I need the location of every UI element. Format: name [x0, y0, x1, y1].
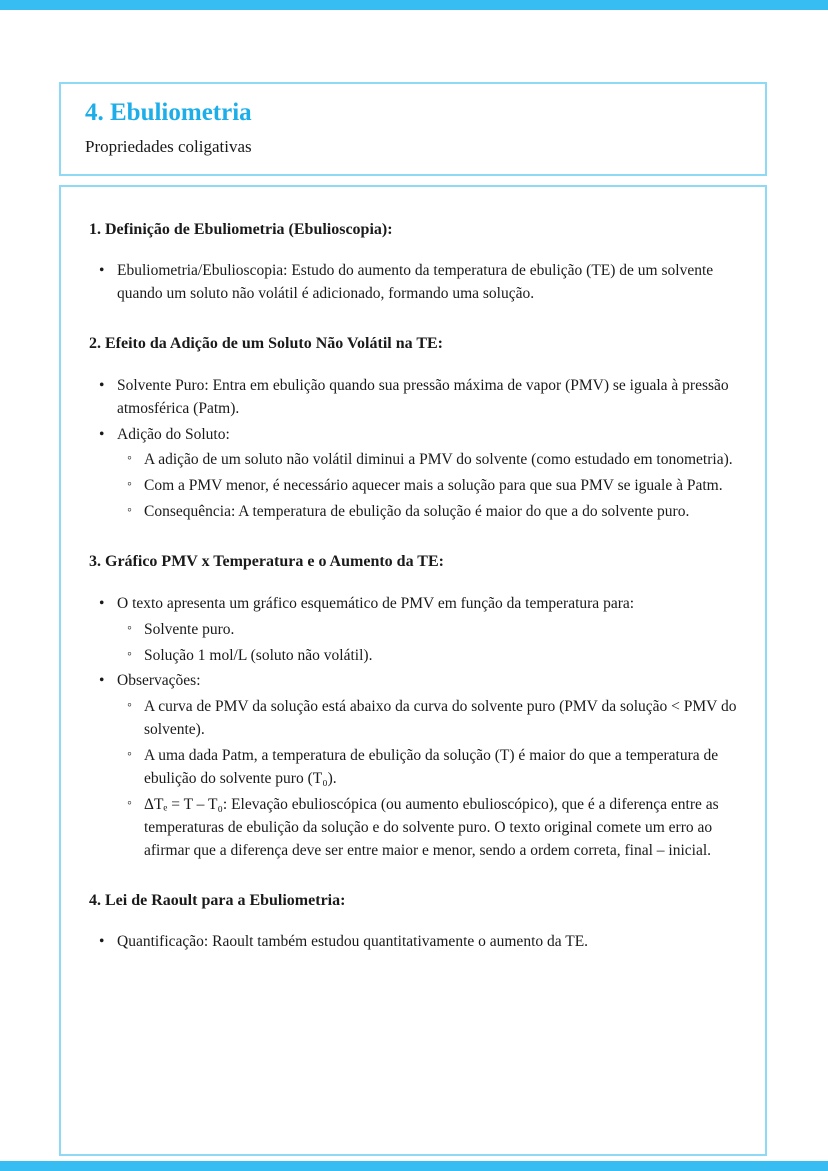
sub-list-item [89, 501, 737, 524]
list-item [89, 931, 737, 954]
section-items [89, 375, 737, 525]
bullet-icon: • [99, 672, 105, 690]
section-items [89, 931, 737, 954]
list-item-text: Com a PMV menor, é necessário aquecer mais a solução para que sua PMV se iguale à Patm. [144, 477, 723, 495]
bullet-icon: ◦ [127, 503, 132, 519]
sub-list-item [89, 475, 737, 498]
bottom-accent-bar [0, 1161, 828, 1171]
bullet-icon: • [99, 262, 105, 280]
list-item-text: A curva de PMV da solução está abaixo da curva do solvente puro (PMV da solução < PMV do solvente). [144, 698, 737, 739]
bullet-icon: • [99, 594, 105, 612]
list-item-text: Adição do Soluto: [117, 425, 230, 443]
list-item [89, 424, 737, 447]
section-items [89, 593, 737, 863]
sub-list-item [89, 745, 737, 791]
list-item [89, 670, 737, 693]
section-heading: 3. Gráfico PMV x Temperatura e o Aumento da TE: [89, 553, 444, 571]
list-item-text: Ebuliometria/Ebulioscopia: Estudo do aumento da temperatura de ebulição (TE) de um solvente quando um soluto não volátil é adicionado, formando uma solução. [117, 262, 714, 303]
bullet-icon: ◦ [127, 451, 132, 467]
sub-list-item [89, 696, 737, 742]
list-item-text: A adição de um soluto não volátil diminui a PMV do solvente (como estudado em tonometria). [144, 451, 733, 469]
section-heading: 2. Efeito da Adição de um Soluto Não Volátil na TE: [89, 335, 443, 353]
list-item-text: Consequência: A temperatura de ebulição da solução é maior do que a do solvente puro. [144, 503, 690, 521]
list-item [89, 260, 737, 306]
bullet-icon: ◦ [127, 698, 132, 714]
list-item-text: O texto apresenta um gráfico esquemático de PMV em função da temperatura para: [117, 594, 635, 612]
list-item-text: ΔTₑ = T – T₀: Elevação ebulioscópica (ou aumento ebulioscópico), que é a diferença entre as temperaturas de ebulição da solução e do solvente puro. O texto original comete um erro ao afirmar que a diferença deve ser entre maior e menor, sendo a ordem correta, final – inicial. [144, 796, 719, 860]
sub-list-item [89, 645, 737, 668]
list-item [89, 375, 737, 421]
section [89, 333, 737, 524]
section-heading: 4. Lei de Raoult para a Ebuliometria: [89, 891, 346, 909]
bullet-icon: ◦ [127, 620, 132, 636]
sub-list-item [89, 619, 737, 642]
list-item-text: Solvente Puro: Entra em ebulição quando sua pressão máxima de vapor (PMV) se iguala à pressão atmosférica (Patm). [117, 376, 729, 417]
bullet-icon: • [99, 376, 105, 394]
bullet-icon: ◦ [127, 646, 132, 662]
content-box [59, 185, 767, 1156]
list-item-text: A uma dada Patm, a temperatura de ebulição da solução (T) é maior do que a temperatura de ebulição do solvente puro (T₀). [144, 747, 719, 788]
bullet-icon: ◦ [127, 477, 132, 493]
bullet-icon: ◦ [127, 747, 132, 763]
bullet-icon: ◦ [127, 796, 132, 812]
list-item-text: Solvente puro. [144, 620, 235, 638]
bullet-icon: • [99, 933, 105, 951]
section-heading: 1. Definição de Ebuliometria (Ebulioscopia): [89, 221, 393, 238]
top-accent-bar [0, 0, 828, 10]
list-item-text: Solução 1 mol/L (soluto não volátil). [144, 646, 373, 664]
bullet-icon: • [99, 425, 105, 443]
header-box [59, 82, 767, 176]
page-subtitle: Propriedades coligativas [85, 137, 252, 156]
section [89, 219, 737, 306]
section [89, 551, 737, 863]
list-item-text: Quantificação: Raoult também estudou quantitativamente o aumento da TE. [117, 933, 589, 951]
section [89, 890, 737, 954]
section-items [89, 260, 737, 306]
list-item [89, 593, 737, 616]
sub-list-item [89, 449, 737, 472]
sections [89, 219, 737, 954]
list-item-text: Observações: [117, 672, 201, 690]
page-title: 4. Ebuliometria [85, 99, 252, 126]
sub-list-item [89, 794, 737, 863]
